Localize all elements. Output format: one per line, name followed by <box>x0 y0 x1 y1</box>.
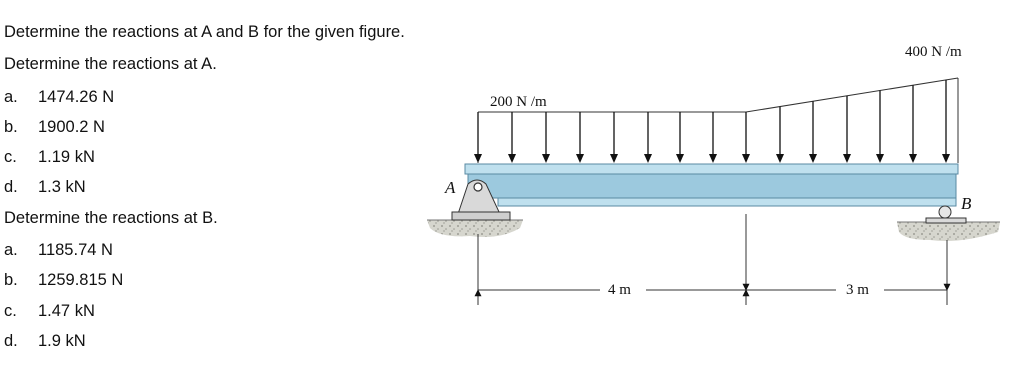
beam-top-flange <box>465 164 958 174</box>
option-text: 1474.26 N <box>38 88 115 106</box>
option-text: 1.9 kN <box>38 332 86 350</box>
load-arrow-head <box>709 154 717 163</box>
ground-a <box>427 220 523 237</box>
question-a-prompt: Determine the reactions at A. <box>4 55 217 73</box>
option-text: 1.3 kN <box>38 178 86 196</box>
load-arrow-head <box>909 154 917 163</box>
option-letter: b. <box>4 271 18 289</box>
load-arrow-head <box>809 154 817 163</box>
option-text: 1259.815 N <box>38 271 124 289</box>
support-b-label: B <box>961 194 972 213</box>
option-letter: d. <box>4 332 18 350</box>
option-text: 1.47 kN <box>38 302 95 320</box>
load-arrow-head <box>742 154 750 163</box>
dim-right-label: 3 m <box>846 282 869 298</box>
option-letter: a. <box>4 241 18 259</box>
load-arrow-head <box>508 154 516 163</box>
load-arrow-head <box>676 154 684 163</box>
roller-base-b <box>926 218 966 223</box>
dim-left-label: 4 m <box>608 282 631 298</box>
option-letter: c. <box>4 148 17 166</box>
option-letter: a. <box>4 88 18 106</box>
option-letter: c. <box>4 302 17 320</box>
load-arrow-head <box>776 154 784 163</box>
option-letter: d. <box>4 178 18 196</box>
load-arrow-head <box>644 154 652 163</box>
option-letter: b. <box>4 118 18 136</box>
beam-web <box>468 174 956 198</box>
problem-intro: Determine the reactions at A and B for the given figure. <box>4 23 405 41</box>
load-right-label: 400 N /m <box>905 44 962 60</box>
roller-b-icon <box>939 206 951 218</box>
distributed-load-arrows <box>474 80 950 163</box>
ground-b <box>897 222 1000 241</box>
support-a-label: A <box>445 178 456 197</box>
load-arrow-head <box>942 154 950 163</box>
load-arrow-head <box>576 154 584 163</box>
load-arrow-head <box>876 154 884 163</box>
beam-bottom-flange <box>498 198 956 206</box>
option-text: 1900.2 N <box>38 118 105 136</box>
option-text: 1185.74 N <box>38 241 113 259</box>
load-arrow-head <box>843 154 851 163</box>
load-arrow-head <box>474 154 482 163</box>
load-outline <box>478 78 958 112</box>
option-text: 1.19 kN <box>38 148 95 166</box>
question-b-prompt: Determine the reactions at B. <box>4 209 218 227</box>
pin-a-icon <box>474 183 482 191</box>
load-arrow-head <box>610 154 618 163</box>
pin-base-a <box>452 212 510 220</box>
load-arrow-head <box>542 154 550 163</box>
load-left-label: 200 N /m <box>490 94 547 110</box>
